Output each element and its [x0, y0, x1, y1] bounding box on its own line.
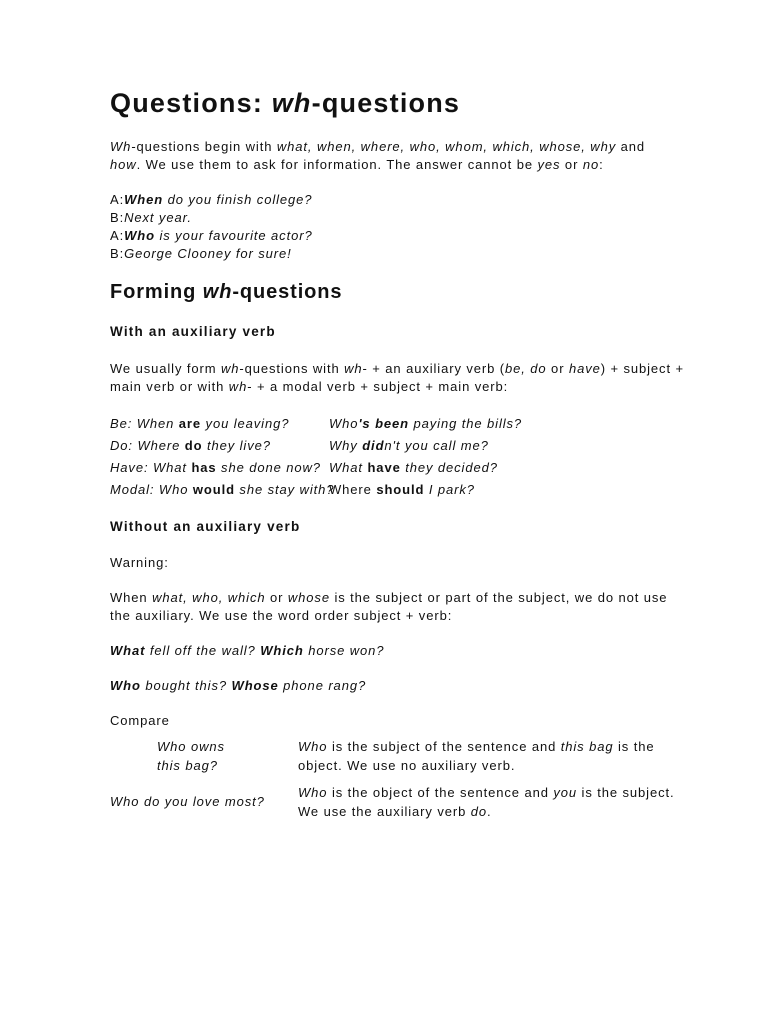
noaux-example-1: What fell off the wall? Which horse won?	[110, 643, 385, 658]
dialogue-line: B:Next year.	[110, 210, 192, 225]
intro-line-2: how. We use them to ask for information. The answer cannot be yes or no:	[110, 157, 604, 172]
compare-label: Compare	[110, 713, 170, 728]
subheading-with-aux: With an auxiliary verb	[110, 324, 276, 339]
noaux-example-2: Who bought this? Whose phone rang?	[110, 678, 367, 693]
example-right: Who's been paying the bills?	[329, 416, 523, 431]
example-right: Why didn't you call me?	[329, 438, 489, 453]
aux-para-line-2: main verb or with wh- + a modal verb + subject + main verb:	[110, 379, 509, 394]
example-left: Modal: Who would she stay with?	[110, 482, 335, 497]
page-title: Questions: wh-questions	[110, 88, 461, 118]
dialogue-line: B:George Clooney for sure!	[110, 246, 292, 261]
aux-para-line-1: We usually form wh-questions with wh- + an auxiliary verb (be, do or have) + subject +	[110, 361, 684, 376]
subheading-without-aux: Without an auxiliary verb	[110, 519, 301, 534]
example-left: Be: When are you leaving?	[110, 416, 290, 431]
intro-line-1: Wh-questions begin with what, when, where, who, whom, which, whose, why and	[110, 139, 646, 154]
warning-label: Warning:	[110, 555, 169, 570]
compare-question-1: Who owns this bag?	[157, 739, 225, 773]
example-left: Have: What has she done now?	[110, 460, 321, 475]
section-heading-forming: Forming wh-questions	[110, 281, 343, 303]
compare-explanation-2: Who is the object of the sentence and you is the subject. We use the auxiliary verb do.	[298, 785, 675, 819]
compare-question-2: Who do you love most?	[110, 794, 265, 809]
dialogue-line: A:When do you finish college?	[110, 192, 313, 207]
example-right: Where should I park?	[329, 482, 475, 497]
noaux-para-line-1: When what, who, which or whose is the subject or part of the subject, we do not use	[110, 590, 668, 605]
compare-explanation-1: Who is the subject of the sentence and this bag is the object. We use no auxiliary verb.	[298, 739, 655, 773]
noaux-para-line-2: the auxiliary. We use the word order subject + verb:	[110, 608, 453, 623]
example-right: What have they decided?	[329, 460, 498, 475]
example-left: Do: Where do they live?	[110, 438, 271, 453]
dialogue-line: A:Who is your favourite actor?	[110, 228, 313, 243]
